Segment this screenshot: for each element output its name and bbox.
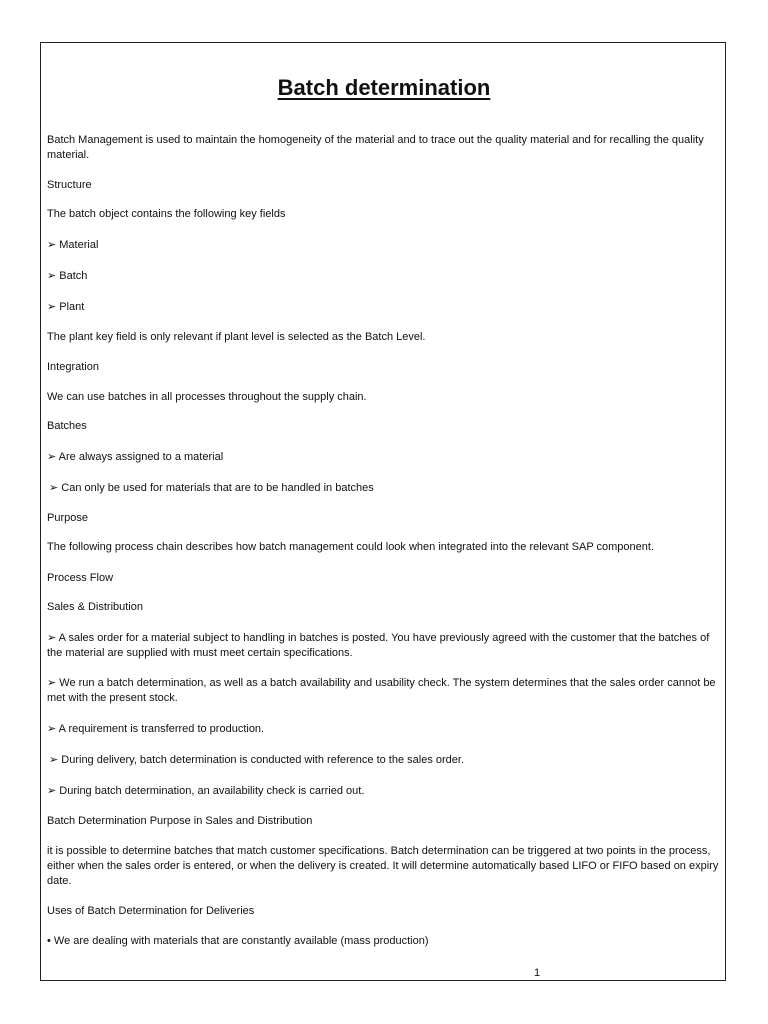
bullet-plant: ➢ Plant (47, 301, 85, 313)
heading-uses-deliveries: Uses of Batch Determination for Deliveries (47, 905, 255, 917)
bullet-batch-determination-run: ➢ We run a batch determination, as well as a batch availability and usability check. The system determines that the sales order cannot be met with the present stock. (47, 677, 716, 704)
heading-sales-distribution: Sales & Distribution (47, 601, 143, 613)
bullet-during-delivery: ➢ During delivery, batch determination is conducted with reference to the sales order. (49, 754, 465, 766)
paragraph-batch-determination: it is possible to determine batches that match customer specifications. Batch determination can be triggered at two points in the process, either when the sales order is entered, or when the delivery is created. It will determine automatically based LIFO or FIFO based on expiry date. (47, 845, 719, 887)
heading-process-flow: Process Flow (47, 572, 114, 584)
bullet-sales-order: ➢ A sales order for a material subject to handling in batches is posted. You have previously agreed with the customer that the batches of the material are supplied with must meet certain specifications. (47, 632, 710, 659)
paragraph-intro: Batch Management is used to maintain the homogeneity of the material and to trace out the quality material and for recalling the quality material. (47, 134, 704, 161)
paragraph-plant-key: The plant key field is only relevant if plant level is selected as the Batch Level. (47, 331, 426, 343)
bullet-mass-production: • We are dealing with materials that are constantly available (mass production) (47, 935, 429, 947)
paragraph-key-fields: The batch object contains the following key fields (47, 208, 286, 220)
heading-integration: Integration (47, 361, 99, 373)
heading-structure: Structure (47, 179, 92, 191)
bullet-batch: ➢ Batch (47, 270, 88, 282)
bullet-assigned: ➢ Are always assigned to a material (47, 451, 224, 463)
paragraph-integration: We can use batches in all processes throughout the supply chain. (47, 391, 367, 403)
heading-batches: Batches (47, 420, 87, 432)
bullet-availability-check: ➢ During batch determination, an availability check is carried out. (47, 785, 365, 797)
heading-batch-determination-purpose: Batch Determination Purpose in Sales and Distribution (47, 815, 313, 827)
page-number: 1 (534, 967, 541, 979)
bullet-handled-in-batches: ➢ Can only be used for materials that are to be handled in batches (49, 482, 374, 494)
document-title: Batch determination (277, 75, 491, 100)
bullet-requirement: ➢ A requirement is transferred to production. (47, 723, 265, 735)
paragraph-purpose: The following process chain describes how batch management could look when integrated into the relevant SAP component. (47, 541, 654, 553)
heading-purpose: Purpose (47, 512, 88, 524)
bullet-material: ➢ Material (47, 239, 99, 251)
